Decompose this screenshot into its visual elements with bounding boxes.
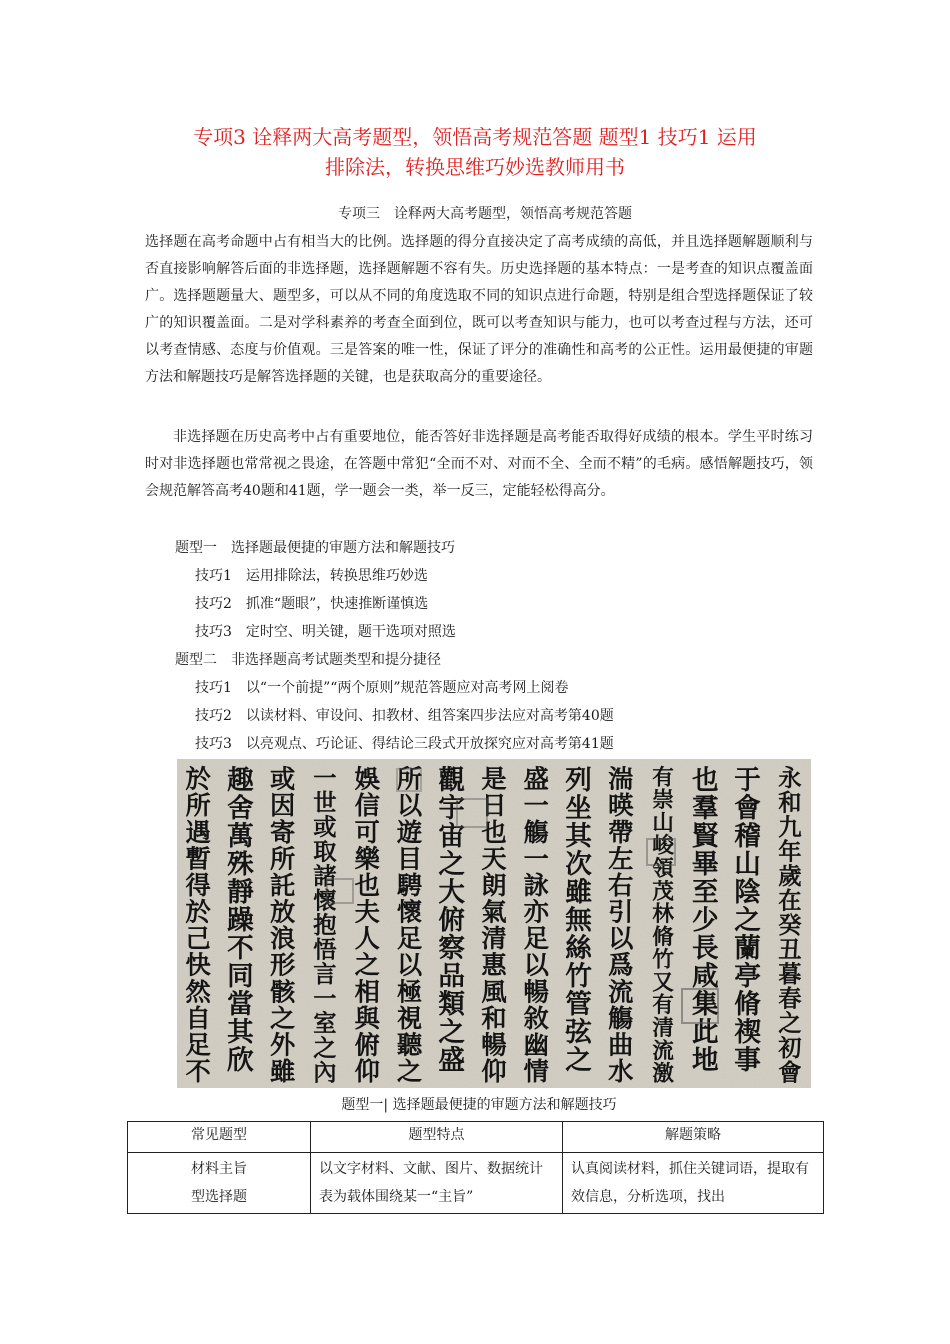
calligraphy-char: 清 — [652, 1016, 674, 1042]
calligraphy-char: 引 — [608, 896, 634, 927]
calligraphy-char: 之 — [778, 1010, 802, 1038]
calligraphy-char: 亦 — [523, 896, 549, 927]
calligraphy-char: 歲 — [778, 863, 802, 891]
calligraphy-char: 取 — [313, 838, 337, 866]
title-line-1: 专项3 诠释两大高考题型，领悟高考规范答题 题型1 技巧1 运用 — [193, 125, 757, 149]
skill-label: 技巧3 — [195, 624, 232, 640]
calligraphy-char: 竹 — [652, 947, 674, 973]
calligraphy-char: 和 — [481, 1002, 507, 1033]
calligraphy-char: 舍 — [227, 792, 254, 824]
outline-skill — [145, 618, 813, 646]
calligraphy-char: 信 — [354, 790, 380, 821]
calligraphy-char: 之 — [565, 1044, 592, 1076]
calligraphy-char: 言 — [313, 961, 337, 989]
calligraphy-char: 賢 — [692, 820, 719, 852]
calligraphy-char: 一 — [313, 764, 337, 792]
skill-text: 抓准“题眼”，快速推断谨慎选 — [245, 596, 429, 612]
calligraphy-char: 俯 — [438, 904, 466, 936]
calligraphy-char: 騁 — [396, 869, 423, 900]
section-subtitle: 专项三 诠释两大高考题型，领悟高考规范答题 — [338, 206, 632, 222]
calligraphy-artwork — [177, 759, 811, 1088]
cell-strategy: 认真阅读材料，抓住关键词语，提取有效信息，分析选项，找出 — [563, 1153, 824, 1214]
calligraphy-column — [777, 765, 802, 1086]
calligraphy-char: 林 — [652, 902, 674, 928]
calligraphy-char: 暢 — [523, 976, 549, 1007]
calligraphy-char: 清 — [481, 923, 507, 954]
calligraphy-char: 之 — [396, 1056, 423, 1087]
calligraphy-char: 暫 — [185, 843, 211, 874]
skill-label: 技巧2 — [195, 708, 232, 724]
calligraphy-char: 聽 — [396, 1029, 423, 1060]
calligraphy-char: 一 — [313, 985, 337, 1013]
document-title — [130, 122, 820, 182]
calligraphy-char: 詠 — [523, 869, 549, 900]
calligraphy-char: 又 — [652, 970, 674, 996]
calligraphy-char: 弦 — [565, 1016, 592, 1048]
calligraphy-char: 永 — [778, 764, 802, 792]
calligraphy-char: 夫 — [354, 896, 380, 927]
calligraphy-char: 丑 — [778, 936, 802, 964]
calligraphy-char: 懷 — [313, 887, 337, 915]
calligraphy-char: 當 — [227, 988, 254, 1020]
calligraphy-char: 不 — [227, 932, 254, 964]
calligraphy-char: 於 — [185, 896, 211, 927]
calligraphy-char: 室 — [313, 1010, 337, 1038]
calligraphy-char: 同 — [227, 960, 254, 992]
calligraphy-char: 欣 — [227, 1044, 254, 1076]
calligraphy-char: 九 — [778, 813, 802, 841]
calligraphy-char: 曲 — [608, 1029, 634, 1060]
calligraphy-char: 絲 — [565, 932, 592, 964]
calligraphy-char: 察 — [438, 932, 466, 964]
calligraphy-char: 敘 — [523, 1002, 549, 1033]
calligraphy-char: 於 — [185, 763, 211, 794]
calligraphy-char: 地 — [692, 1044, 719, 1076]
calligraphy-char: 觀 — [438, 764, 466, 796]
calligraphy-char: 列 — [565, 764, 592, 796]
skill-label: 技巧3 — [195, 736, 232, 752]
calligraphy-column — [270, 764, 296, 1086]
calligraphy-char: 以 — [608, 923, 634, 954]
calligraphy-char: 躁 — [227, 904, 254, 936]
calligraphy-char: 天 — [481, 843, 507, 874]
calligraphy-char: 竹 — [565, 960, 592, 992]
calligraphy-char: 一 — [523, 843, 549, 874]
outline-skill — [145, 562, 813, 590]
calligraphy-char: 雖 — [565, 876, 592, 908]
calligraphy-char: 其 — [227, 1016, 254, 1048]
calligraphy-column — [396, 764, 424, 1086]
header-strategy: 解题策略 — [563, 1122, 824, 1153]
calligraphy-char: 崇 — [652, 788, 674, 814]
calligraphy-char: 之 — [354, 949, 380, 980]
calligraphy-char: 風 — [481, 976, 507, 1007]
calligraphy-char: 人 — [354, 923, 380, 954]
calligraphy-char: 也 — [692, 764, 719, 796]
calligraphy-char: 爲 — [608, 949, 634, 980]
calligraphy-char: 惠 — [481, 949, 507, 980]
calligraphy-char: 年 — [778, 838, 802, 866]
calligraphy-char: 樂 — [354, 843, 380, 874]
calligraphy-char: 氣 — [481, 896, 507, 927]
calligraphy-char: 羣 — [692, 792, 719, 824]
calligraphy-char: 目 — [396, 843, 423, 874]
calligraphy-char: 脩 — [652, 924, 674, 950]
calligraphy-char: 其 — [565, 820, 592, 852]
calligraphy-char: 也 — [354, 869, 380, 900]
figure-caption: 题型一| 选择题最便捷的审题方法和解题技巧 — [341, 1097, 617, 1113]
calligraphy-char: 足 — [185, 1029, 211, 1060]
skill-label: 技巧1 — [195, 680, 232, 696]
calligraphy-char: 一 — [523, 790, 549, 821]
cell-type — [128, 1153, 311, 1214]
strategy-table — [127, 1121, 824, 1214]
calligraphy-column — [652, 764, 674, 1086]
calligraphy-char: 激 — [652, 1061, 674, 1087]
calligraphy-char: 有 — [652, 765, 674, 791]
calligraphy-char: 領 — [652, 856, 674, 882]
calligraphy-char: 趣 — [227, 764, 254, 796]
type-label: 题型二 — [175, 652, 217, 668]
calligraphy-char: 足 — [396, 923, 423, 954]
outline-skill — [145, 730, 813, 758]
calligraphy-char: 諸 — [313, 863, 337, 891]
intro-paragraph-2: 非选择题在历史高考中占有重要地位，能否答好非选择题是高考能否取得好成绩的根本。学生平时练习时对非选择题也常常视之畏途，在答题中常犯“全而不对、对而不全、全而不精”的毛病。感悟解题技巧，领会规范解答高考40题和41题，学一题会一类，举一反三，定能轻松得高分。 — [145, 429, 813, 499]
calligraphy-char: 暢 — [481, 1029, 507, 1060]
calligraphy-char: 悟 — [313, 936, 337, 964]
title-line-2: 排除法，转换思维巧妙选教师用书 — [325, 155, 625, 179]
calligraphy-char: 之 — [313, 1034, 337, 1062]
calligraphy-char: 萬 — [227, 820, 254, 852]
cell-feature: 以文字材料、文献、图片、数据统计表为载体围绕某一“主旨” — [311, 1153, 563, 1214]
calligraphy-column — [186, 764, 212, 1086]
calligraphy-char: 盛 — [438, 1044, 466, 1076]
calligraphy-char: 懷 — [396, 896, 423, 927]
calligraphy-char: 觴 — [523, 816, 549, 847]
skill-text: 以读材料、审设问、扣教材、组答案四步法应对高考第40题 — [245, 708, 614, 724]
calligraphy-char: 事 — [734, 1044, 761, 1076]
skill-text: 定时空、明关键，题干选项对照选 — [245, 624, 456, 640]
calligraphy-char: 右 — [608, 869, 634, 900]
calligraphy-char: 暎 — [608, 790, 634, 821]
calligraphy-char: 託 — [270, 869, 296, 900]
calligraphy-char: 所 — [396, 763, 423, 794]
table-header-row — [128, 1122, 824, 1153]
calligraphy-column — [608, 764, 635, 1086]
calligraphy-char: 癸 — [778, 912, 802, 940]
calligraphy-char: 或 — [313, 813, 337, 841]
outline-skill — [145, 674, 813, 702]
outline-type-1 — [145, 534, 813, 562]
calligraphy-char: 視 — [396, 1002, 423, 1033]
calligraphy-char: 于 — [734, 764, 761, 796]
calligraphy-char: 與 — [354, 1002, 380, 1033]
calligraphy-char: 脩 — [734, 988, 761, 1020]
outline-type-2 — [145, 646, 813, 674]
calligraphy-image — [177, 759, 811, 1088]
calligraphy-char: 仰 — [354, 1056, 380, 1087]
calligraphy-char: 流 — [608, 976, 634, 1007]
calligraphy-char: 骸 — [270, 976, 296, 1007]
calligraphy-char: 初 — [778, 1034, 802, 1062]
calligraphy-char: 世 — [313, 789, 337, 817]
type-text: 选择题最便捷的审题方法和解题技巧 — [231, 540, 455, 556]
calligraphy-char: 外 — [270, 1029, 296, 1060]
calligraphy-char: 之 — [734, 904, 761, 936]
calligraphy-char: 抱 — [313, 912, 337, 940]
calligraphy-char: 少 — [692, 904, 719, 936]
calligraphy-char: 以 — [523, 949, 549, 980]
calligraphy-column — [355, 764, 382, 1086]
calligraphy-char: 長 — [692, 932, 719, 964]
calligraphy-char: 以 — [396, 790, 423, 821]
type-text: 非选择题高考试题类型和提分捷径 — [231, 652, 441, 668]
cell-type-line-1: 材料主旨 — [191, 1161, 247, 1177]
calligraphy-char: 幽 — [523, 1029, 549, 1060]
calligraphy-char: 盛 — [523, 763, 549, 794]
calligraphy-char: 己 — [185, 923, 211, 954]
calligraphy-char: 之 — [438, 848, 466, 880]
calligraphy-char: 此 — [692, 1016, 719, 1048]
calligraphy-char: 至 — [692, 876, 719, 908]
calligraphy-column — [692, 765, 721, 1076]
calligraphy-char: 左 — [608, 843, 634, 874]
calligraphy-char: 以 — [396, 949, 423, 980]
calligraphy-char: 觴 — [608, 1002, 634, 1033]
intro-paragraph-1: 选择题在高考命题中占有相当大的比例。选择题的得分直接决定了高考成绩的高低，并且选择题解题顺利与否直接影响解答后面的非选择题，选择题解题不容有失。历史选择题的基本特点：一是考查的知识点覆盖面广。选择题题量大、题型多，可以从不同的角度选取不同的知识点进行命题，特别是组合型选择题保证了较广的知识覆盖面。二是对学科素养的考查全面到位，既可以考查知识与能力，也可以考查过程与方法，还可以考查情感、态度与价值观。三是答案的唯一性，保证了评分的准确性和高考的公正性。运用最便捷的审题方法和解题技巧是解答选择题的关键，也是获取高分的重要途径。 — [145, 234, 813, 385]
calligraphy-char: 峻 — [652, 833, 674, 859]
calligraphy-char: 相 — [354, 976, 380, 1007]
calligraphy-char: 所 — [270, 843, 296, 874]
calligraphy-char: 仰 — [481, 1056, 507, 1087]
calligraphy-char: 坐 — [565, 792, 592, 824]
calligraphy-char: 之 — [270, 1002, 296, 1033]
calligraphy-char: 或 — [270, 763, 296, 794]
calligraphy-char: 暮 — [778, 961, 802, 989]
skill-label: 技巧1 — [195, 568, 232, 584]
calligraphy-column — [438, 765, 465, 1076]
calligraphy-char: 所 — [185, 790, 211, 821]
calligraphy-char: 足 — [523, 923, 549, 954]
calligraphy-char: 朗 — [481, 869, 507, 900]
skill-label: 技巧2 — [195, 596, 232, 612]
calligraphy-char: 情 — [523, 1056, 549, 1087]
calligraphy-column — [523, 764, 551, 1086]
calligraphy-char: 遊 — [396, 816, 423, 847]
calligraphy-char: 會 — [778, 1059, 802, 1087]
calligraphy-char: 茂 — [652, 879, 674, 905]
calligraphy-char: 陰 — [734, 876, 761, 908]
calligraphy-char: 靜 — [227, 876, 254, 908]
calligraphy-char: 放 — [270, 896, 296, 927]
calligraphy-column — [227, 765, 255, 1076]
calligraphy-char: 不 — [185, 1056, 211, 1087]
calligraphy-char: 之 — [438, 1016, 466, 1048]
calligraphy-char: 品 — [438, 960, 466, 992]
calligraphy-char: 寄 — [270, 816, 296, 847]
calligraphy-char: 宙 — [438, 820, 466, 852]
calligraphy-char: 咸 — [692, 960, 719, 992]
calligraphy-column — [564, 765, 593, 1076]
calligraphy-char: 山 — [652, 810, 674, 836]
calligraphy-char: 娛 — [354, 763, 380, 794]
calligraphy-char: 然 — [185, 976, 211, 1007]
calligraphy-char: 無 — [565, 904, 592, 936]
calligraphy-char: 集 — [692, 988, 719, 1020]
calligraphy-char: 山 — [734, 848, 761, 880]
calligraphy-char: 水 — [608, 1056, 634, 1087]
calligraphy-char: 和 — [778, 789, 802, 817]
calligraphy-char: 極 — [396, 976, 423, 1007]
calligraphy-char: 宇 — [438, 792, 466, 824]
calligraphy-char: 殊 — [227, 848, 254, 880]
calligraphy-char: 日 — [481, 790, 507, 821]
header-feature: 题型特点 — [311, 1122, 563, 1153]
calligraphy-char: 因 — [270, 790, 296, 821]
calligraphy-char: 流 — [652, 1038, 674, 1064]
outline-list — [145, 534, 813, 758]
header-type: 常见题型 — [128, 1122, 311, 1153]
skill-text: 以亮观点、巧论证、得结论三段式开放探究应对高考第41题 — [245, 736, 614, 752]
calligraphy-char: 自 — [185, 1002, 211, 1033]
calligraphy-char: 會 — [734, 792, 761, 824]
calligraphy-char: 內 — [313, 1059, 337, 1087]
calligraphy-char: 快 — [185, 949, 211, 980]
calligraphy-char: 次 — [565, 848, 592, 880]
skill-text: 以“一个前提”“两个原则”规范答题应对高考网上阅卷 — [245, 680, 569, 696]
calligraphy-char: 可 — [354, 816, 380, 847]
calligraphy-char: 蘭 — [734, 932, 761, 964]
calligraphy-char: 有 — [652, 993, 674, 1019]
outline-skill — [145, 590, 813, 618]
calligraphy-char: 雖 — [270, 1056, 296, 1087]
calligraphy-char: 畢 — [692, 848, 719, 880]
calligraphy-char: 在 — [778, 887, 802, 915]
calligraphy-column — [313, 765, 337, 1086]
calligraphy-char: 也 — [481, 816, 507, 847]
calligraphy-char: 大 — [438, 876, 466, 908]
table-row — [128, 1153, 824, 1214]
calligraphy-char: 禊 — [734, 1016, 761, 1048]
calligraphy-char: 是 — [481, 763, 507, 794]
calligraphy-column — [481, 764, 508, 1086]
calligraphy-char: 浪 — [270, 923, 296, 954]
calligraphy-char: 類 — [438, 988, 466, 1020]
calligraphy-char: 遇 — [185, 816, 211, 847]
calligraphy-char: 春 — [778, 985, 802, 1013]
calligraphy-char: 俯 — [354, 1029, 380, 1060]
calligraphy-char: 稽 — [734, 820, 761, 852]
calligraphy-column — [734, 765, 761, 1076]
calligraphy-char: 管 — [565, 988, 592, 1020]
calligraphy-char: 帶 — [608, 816, 634, 847]
calligraphy-char: 形 — [270, 949, 296, 980]
calligraphy-char: 湍 — [608, 763, 634, 794]
outline-skill — [145, 702, 813, 730]
skill-text: 运用排除法，转换思维巧妙选 — [245, 568, 428, 584]
calligraphy-char: 得 — [185, 869, 211, 900]
calligraphy-char: 亭 — [734, 960, 761, 992]
cell-type-line-2: 型选择题 — [191, 1189, 247, 1205]
type-label: 题型一 — [175, 540, 217, 556]
